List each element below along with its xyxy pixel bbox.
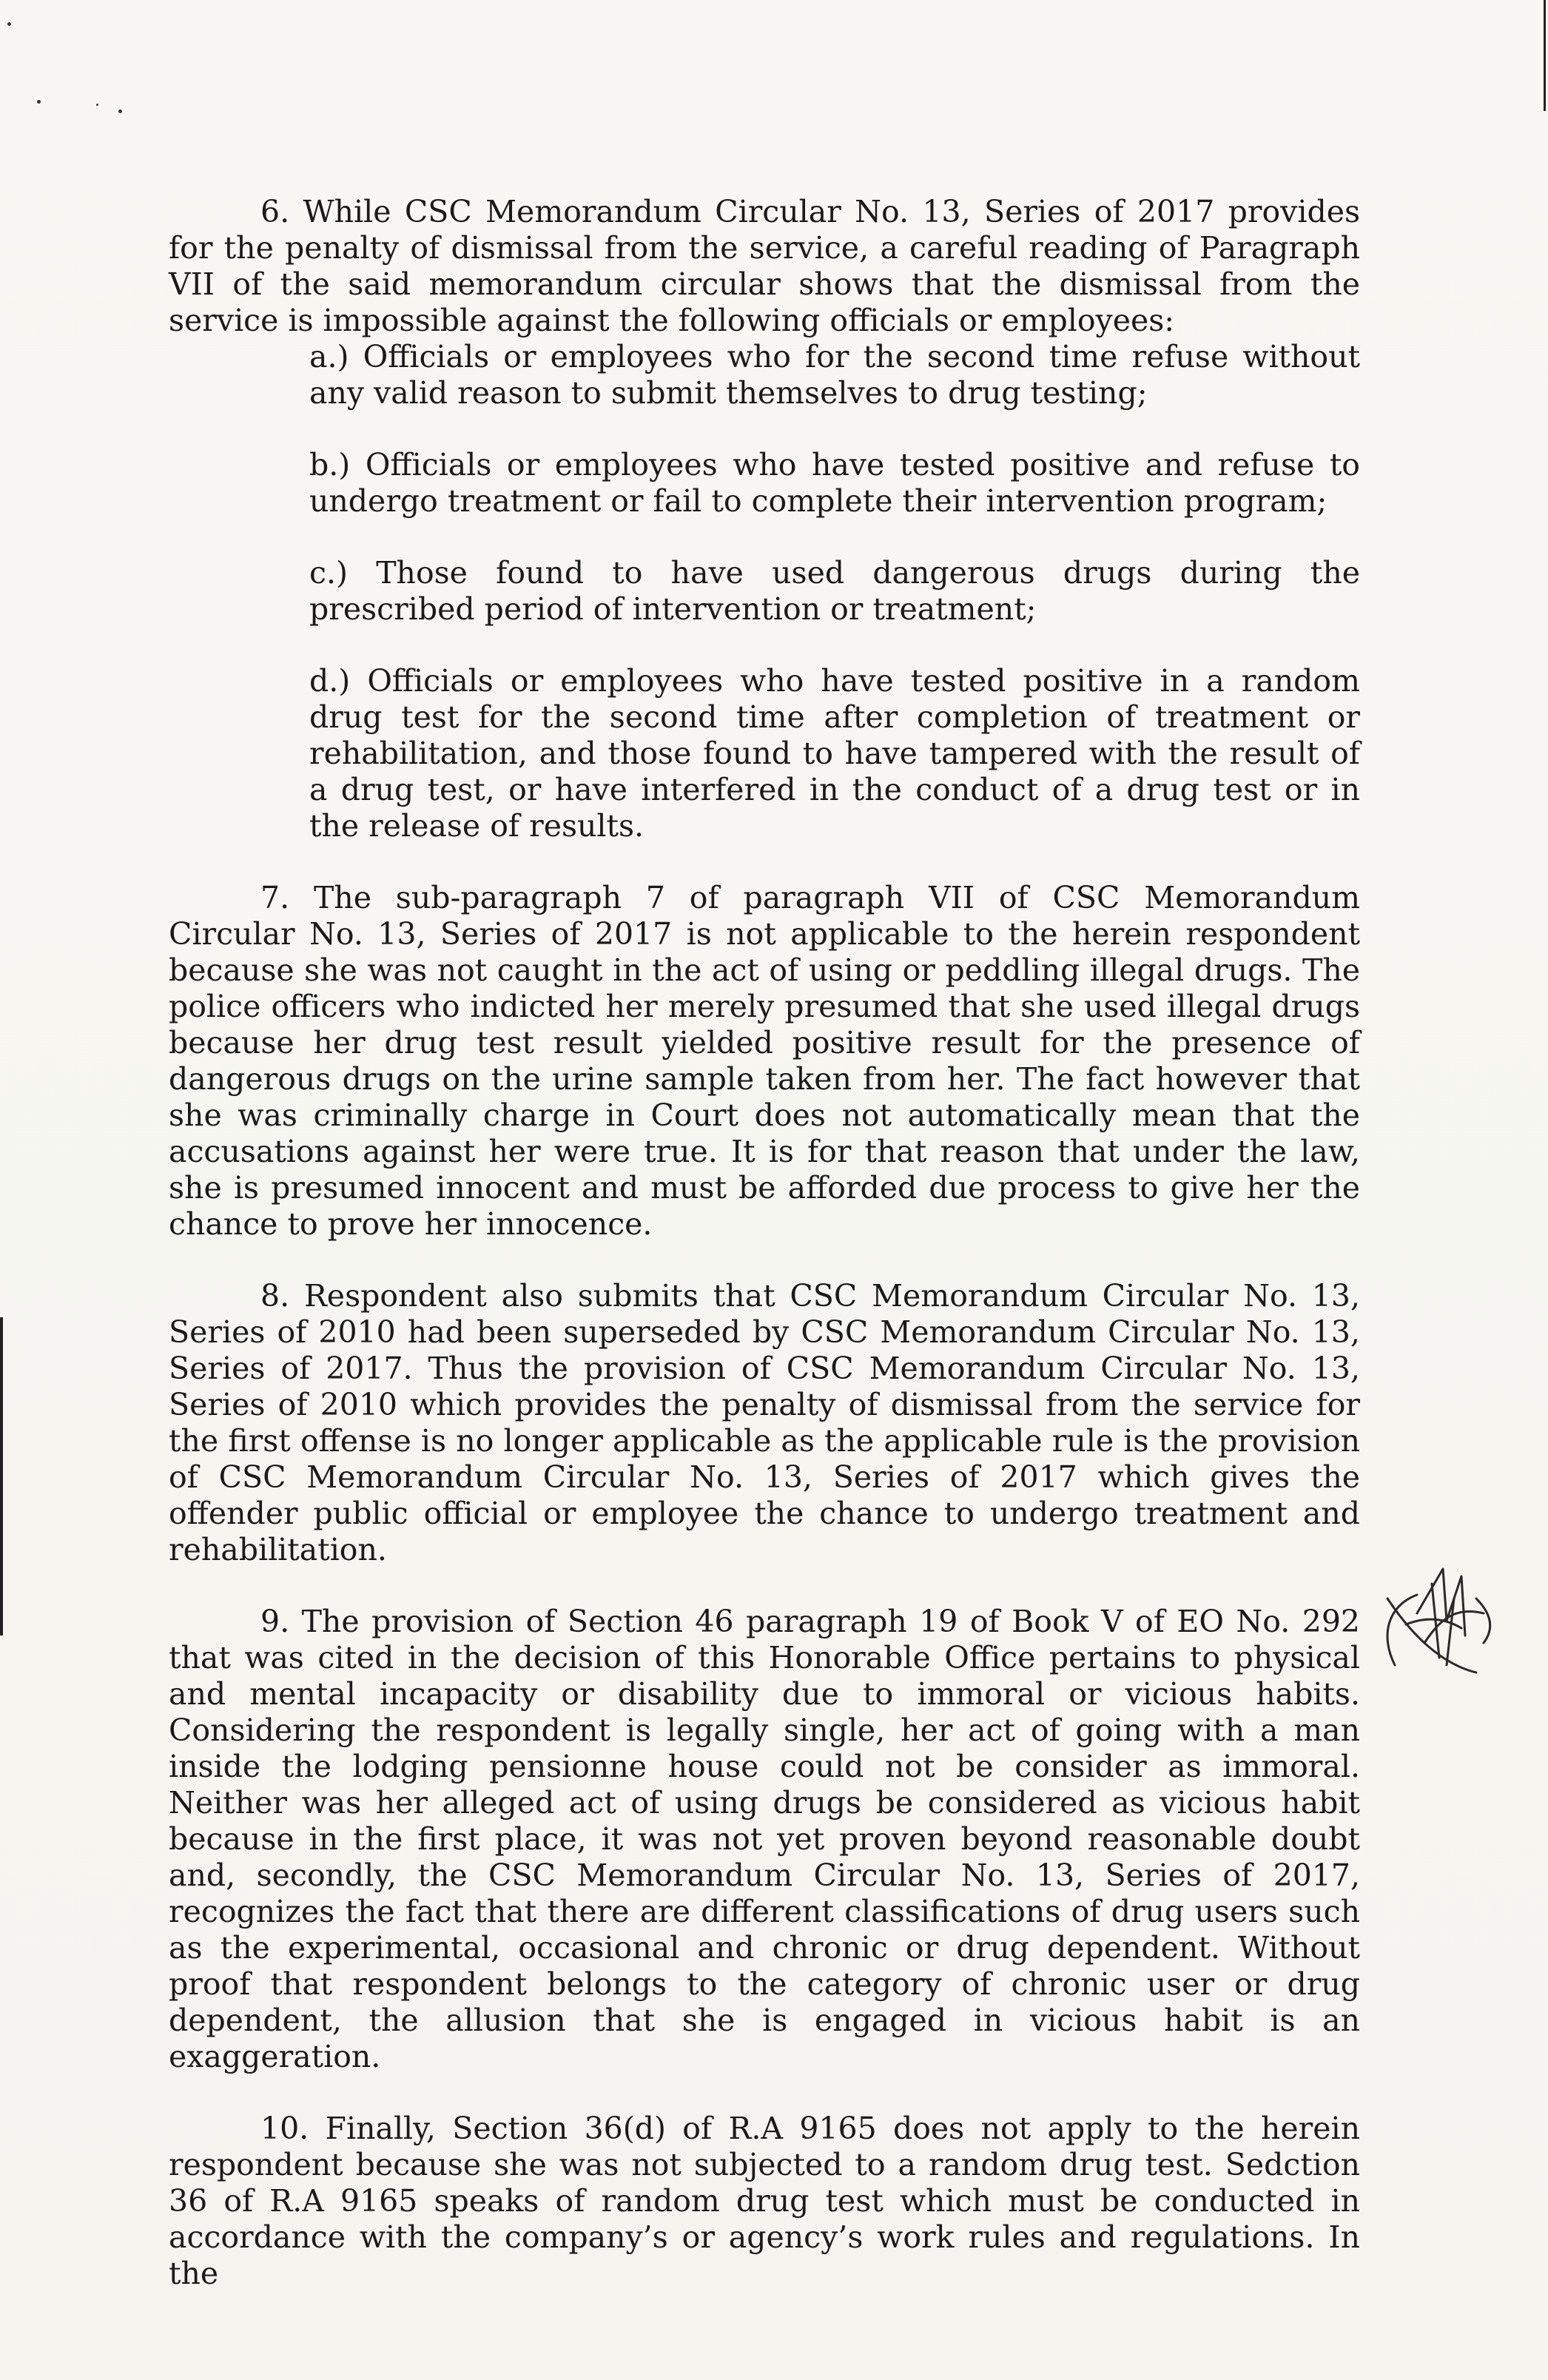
signature-initials [1373, 1554, 1502, 1695]
scan-speck [96, 104, 98, 106]
scan-speck [7, 22, 11, 26]
paragraph-6: 6. While CSC Memorandum Circular No. 13, Series of 2017 provides for the penalty of dismissal from the service, a careful reading of Paragraph VII of the said memorandum circular shows that the dismissal from the service is impossible against the following officials or employees: [169, 194, 1360, 338]
paragraph-7: 7. The sub-paragraph 7 of paragraph VII of CSC Memorandum Circular No. 13, Series of 2017 is not applicable to the herein respondent because she was not caught in the act of using or peddling illegal drugs. The police officers who indicted her merely presumed that she used illegal drugs because her drug test result yielded positive result for the presence of dangerous drugs on the urine sample taken from her. The fact however that she was criminally charge in Court does not automatically mean that the accusations against her were true. It is for that reason that under the law, she is presumed innocent and must be afforded due process to give her the chance to prove her innocence. [169, 880, 1360, 1242]
scan-speck [37, 100, 41, 104]
list-item-c: c.) Those found to have used dangerous drugs during the prescribed period of intervention or treatment; [309, 555, 1360, 627]
left-edge-mark [0, 1317, 3, 1636]
paragraph-10: 10. Finally, Section 36(d) of R.A 9165 does not apply to the herein respondent because she was not subjected to a random drug test. Sedction 36 of R.A 9165 speaks of random drug test which must be conducted in accordance with the company’s or agency’s work rules and regulations. In the [169, 2111, 1360, 2291]
list-item-d: d.) Officials or employees who have tested positive in a random drug test for the second time after completion of treatment or rehabilitation, and those found to have tampered with the result of a drug test, or have interfered in the conduct of a drug test or in the release of results. [309, 663, 1360, 844]
paragraph-9: 9. The provision of Section 46 paragraph 19 of Book V of EO No. 292 that was cited in the decision of this Honorable Office pertains to physical and mental incapacity or disability due to immoral or vicious habits. Considering the respondent is legally single, her act of going with a man inside the lodging pensionne house could not be consider as immoral. Neither was her alleged act of using drugs be considered as vicious habit because in the first place, it was not yet proven beyond reasonable doubt and, secondly, the CSC Memorandum Circular No. 13, Series of 2017, recognizes the fact that there are different classifications of drug users such as the experimental, occasional and chronic or drug dependent. Without proof that respondent belongs to the category of chronic user or drug dependent, the allusion that she is engaged in vicious habit is an exaggeration. [169, 1604, 1360, 2074]
paragraph-8: 8. Respondent also submits that CSC Memorandum Circular No. 13, Series of 2010 had been superseded by CSC Memorandum Circular No. 13, Series of 2017. Thus the provision of CSC Memorandum Circular No. 13, Series of 2010 which provides the penalty of dismissal from the service for the first offense is no longer applicable as the applicable rule is the provision of CSC Memorandum Circular No. 13, Series of 2017 which gives the offender public official or employee the chance to undergo treatment and rehabilitation. [169, 1278, 1360, 1567]
right-edge-mark [1544, 0, 1546, 111]
list-item-b: b.) Officials or employees who have tested positive and refuse to undergo treatment or fail to complete their intervention program; [309, 447, 1360, 519]
document-body [169, 194, 1360, 2327]
list-item-a: a.) Officials or employees who for the second time refuse without any valid reason to submit themselves to drug testing; [309, 339, 1360, 411]
paragraph-6-list [309, 339, 1360, 844]
scan-speck [118, 110, 122, 113]
